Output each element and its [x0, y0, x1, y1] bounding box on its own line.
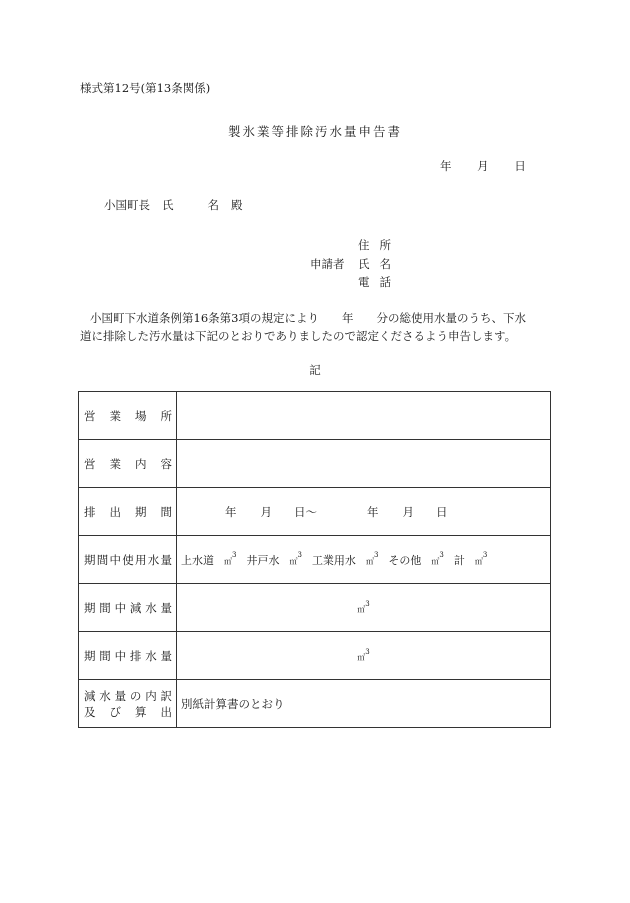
label-reduction-breakdown: 減 水 量 の 内 訳 及 び 算 出 [79, 680, 177, 728]
addressee [104, 197, 243, 213]
document-title: 製氷業等排除汚水量申告書 [227, 124, 402, 139]
table-row [79, 440, 551, 488]
date-day: 日 [514, 159, 526, 173]
discharge-unit: ㎥ [357, 652, 366, 662]
label-business-content: 営 業 内 容 [79, 440, 177, 488]
table-row [79, 632, 551, 680]
addressee-name-label-1: 氏 [162, 198, 174, 212]
label-discharge-volume: 期 間 中 排 水 量 [79, 632, 177, 680]
usage-well: 井戸水 [246, 553, 280, 567]
period-month: 月 [260, 504, 272, 519]
period-day-to: 日〜 [294, 504, 317, 519]
usage-unit-2: ㎥ [289, 556, 298, 566]
applicant-phone-label: 電話 [358, 275, 401, 289]
period-year: 年 [225, 504, 237, 519]
report-table [78, 391, 551, 728]
business-location-field[interactable] [177, 392, 551, 440]
applicant-address-label: 住所 [358, 238, 401, 252]
usage-unit-4: ㎥ [431, 556, 440, 566]
applicant-block [310, 236, 401, 292]
usage-total: 計 [453, 553, 465, 567]
addressee-name-label-2: 名 [207, 198, 219, 212]
addressee-office: 小国町長 [104, 198, 150, 212]
body-text [80, 310, 526, 345]
table-row [79, 392, 551, 440]
usage-industrial: 工業用水 [311, 553, 356, 567]
applicant-prefix: 申請者 [310, 256, 345, 271]
body-line-1: 小国町下水道条例第16条第3項の規定により 年 分の総使用水量のうち、下水 [90, 311, 526, 325]
period-year-2: 年 [367, 504, 379, 519]
table-row [79, 536, 551, 584]
body-line-2: 道に排除した汚水量は下記のとおりでありましたので認定くださるよう申告します。 [80, 328, 517, 343]
addressee-honorific: 殿 [231, 198, 243, 212]
form-number: 様式第12号(第13条関係) [80, 81, 211, 95]
date-month: 月 [477, 159, 489, 173]
business-content-field[interactable] [177, 440, 551, 488]
label-discharge-period: 排 出 期 間 [79, 488, 177, 536]
usage-unit-5: ㎥ [474, 556, 483, 566]
label-reduction-volume: 期 間 中 減 水 量 [79, 584, 177, 632]
date-line [440, 158, 548, 174]
period-month-2: 月 [402, 504, 414, 519]
reduction-volume-field[interactable]: ㎥$^3$ [177, 584, 551, 632]
date-year: 年 [440, 159, 452, 173]
discharge-volume-field[interactable]: ㎥$^3$ [177, 632, 551, 680]
usage-unit-3: ㎥ [365, 556, 374, 566]
label-usage-volume: 期 間 中 使 用 水 量 [79, 536, 177, 584]
usage-other: その他 [388, 553, 422, 567]
table-row [79, 680, 551, 728]
usage-unit-1: ㎥ [224, 556, 232, 566]
table-row [79, 584, 551, 632]
period-day-2: 日 [436, 504, 448, 519]
ki-heading: 記 [309, 363, 321, 377]
label-business-location: 営 業 場 所 [79, 392, 177, 440]
usage-volume-field[interactable]: 上水道 ㎥$^3$ 井戸水 ㎥$^3$ 工業用水 ㎥$^3$ その他 ㎥$^3$ 計 ㎥$^3$ [177, 536, 551, 584]
discharge-period-field[interactable] [177, 488, 551, 536]
reduction-unit: ㎥ [357, 604, 366, 614]
usage-water-supply: 上水道 [181, 553, 214, 567]
applicant-name-label: 氏名 [358, 256, 401, 271]
breakdown-field[interactable]: 別紙計算書のとおり [177, 680, 551, 728]
table-row [79, 488, 551, 536]
